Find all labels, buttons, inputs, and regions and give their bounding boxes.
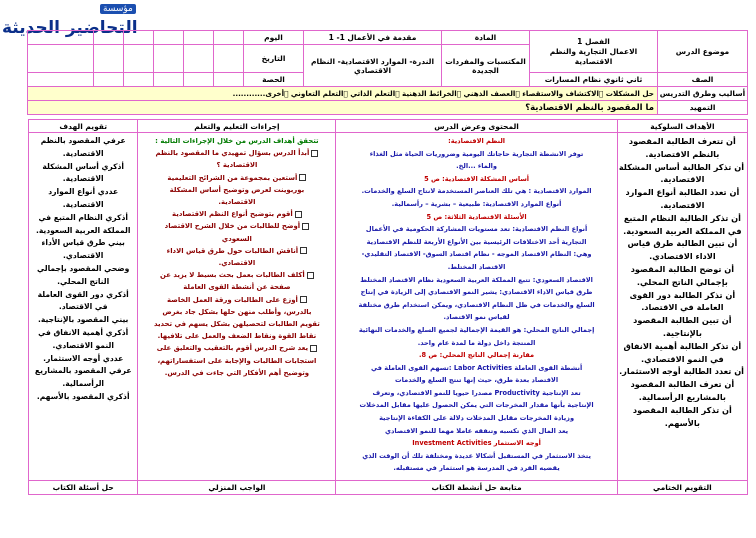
- content-line: الاقتصاد المختلط.: [447, 262, 506, 271]
- evaluation-line: عرفي المقصود بالنظم: [40, 136, 126, 145]
- content-line: النظم الاقتصادية:: [448, 137, 506, 145]
- methods-label: أساليب وطرق التدريس: [658, 87, 748, 101]
- checkbox-icon: [310, 345, 317, 352]
- intro-label: التمهيد: [658, 101, 748, 115]
- evaluation-list: [29, 133, 138, 481]
- content-list: [336, 133, 617, 481]
- objective-line: أن تذكر الطالبة المقصود: [632, 404, 732, 415]
- evaluation-line: الاقتصادي.: [63, 251, 104, 261]
- header-table: [27, 30, 748, 115]
- evaluation-line: الرأسمالية.: [62, 379, 105, 389]
- procedures-list: [138, 133, 336, 481]
- concepts-value: الندرة- الموارد الاقتصادية- النظام الاقتصادي: [304, 45, 442, 87]
- objective-line: بالإنتاجية.: [662, 327, 702, 338]
- checkbox-icon: [302, 223, 309, 230]
- content-line: الاقتصاد السعودي: تتبع المملكة العربية السعودية نظام الاقتصاد المختلط: [360, 275, 593, 284]
- procedure-line: تقويم الطالبات لتحصيلهن بشكل يسهم في تحديد: [153, 320, 320, 329]
- content-line: وهي: النظام الاقتصاد الموجه - نظام اقتصاد السوق- الاقتصاد التقليدي-: [361, 250, 592, 259]
- content-header: المحتوى وعرض الدرس: [336, 120, 617, 133]
- objective-line: بالنظم الاقتصادية.: [645, 148, 720, 159]
- content-line: وزيادة المخرجات مقابل المدخلات دلالة على الكفاءة الإنتاجية: [379, 414, 575, 423]
- lesson-plan: [28, 30, 748, 500]
- checkbox-icon: [307, 272, 314, 279]
- evaluation-line: عددي أوجه الاستثمار.: [43, 353, 124, 363]
- objective-line: أن تذكر الطالبة أهمية الانفاق: [623, 340, 742, 351]
- objective-line: أن تتعرف الطالبة المقصود: [628, 136, 736, 146]
- content-line: الإنتاجية بأنها مقدار المخرجات التي يمكن الحصول عليها مقابل المدخلات: [359, 401, 594, 410]
- procedures-heading: تتحقق أهداف الدرس من خلال الإجراءات التالية :: [155, 137, 319, 145]
- objective-line: أن توضح الطالبة المقصود: [630, 263, 735, 274]
- objective-line: بالأسهم.: [664, 417, 700, 428]
- procedure-line: أوزع على الطالبات ورقة العمل الخاصة: [141, 294, 332, 306]
- chapter-title: الاعمال التجارية والنظم الاقتصادية: [549, 46, 638, 66]
- procedure-line: أبدأ الدرس بسؤال تمهيدي ما المقصود بالنظم: [141, 147, 332, 159]
- evaluation-line: النمو الاقتصادي.: [52, 340, 114, 350]
- procedure-line: يعد شرح الدرس أقوم بالتعقيب والتعليق على: [141, 342, 332, 354]
- homework-label: الواجب المنزلي: [138, 481, 336, 495]
- procedure-line: استجابات الطالبات والإجابة على استفساراتهم،: [157, 356, 317, 365]
- grade-label: الصف: [658, 73, 748, 87]
- procedure-line: بوربوينت لعرض وتوضيح أساس المشكلة: [169, 185, 305, 194]
- content-line: أنشطة القوى العاملة Labor Activities :تسهم القوى العاملة في: [370, 363, 583, 372]
- content-line: أنواع الموارد الاقتصادية: طبيعية – بشرية – رأسمالية.: [391, 199, 562, 208]
- content-line: إجمالي الناتج المحلي: هو القيمة الإجمالية لجميع السلع والخدمات النهائية: [358, 325, 595, 334]
- final-eval-label: التقويم الختامي: [617, 481, 747, 495]
- evaluation-line: الاقتصادية.: [62, 148, 104, 158]
- evaluation-header: تقويم الهدف: [29, 120, 138, 133]
- procedure-line: نقاط القوة ونقاط الضعف والعمل على تلافيها.: [157, 332, 317, 341]
- evaluation-line: الاقتصادية.: [62, 174, 104, 184]
- evaluation-line: بيني المقصود بالإنتاجية.: [38, 315, 129, 325]
- objective-line: في المملكة العربية السعودية.: [623, 225, 742, 236]
- objective-line: أن تعرف الطالبة المقصود: [630, 379, 735, 390]
- concepts-label: المكتسبات والمفردات الجديدة: [442, 45, 530, 87]
- procedure-line: الاقتصادية ؟: [216, 161, 258, 170]
- evaluation-line: وضحي المقصود بإجمالي: [37, 263, 130, 273]
- evaluation-line: أذكري النظام المتبع في: [38, 212, 128, 222]
- procedure-line: وتوضيح أهم الأفكار التي جاءت في الدرس.: [164, 368, 310, 377]
- date-label: التاريخ: [244, 45, 304, 73]
- objectives-list: [617, 133, 747, 481]
- procedure-line: أقوم بتوضيح أنواع النظم الاقتصادية: [141, 208, 332, 220]
- objectives-header: الأهداف السلوكية: [617, 120, 747, 133]
- procedure-line: أناقش الطالبات حول طرق قياس الاداء: [141, 245, 332, 257]
- evaluation-line: عرفي المقصود بالمشاريع: [34, 366, 132, 376]
- checkbox-icon: [295, 211, 302, 218]
- objective-line: أن تبين الطالبة المقصود: [633, 315, 732, 326]
- logo-subtitle: مؤسسة: [100, 4, 136, 14]
- content-line: توفر الانشطة التجارية حاجاتك اليومية وضروريات الحياة مثل الغذاء: [369, 149, 584, 158]
- objective-line: أن تعدد الطالبة أنواع الموارد: [625, 187, 740, 198]
- objective-line: أن تذكر الطالبة أساس المشكلة: [618, 161, 744, 172]
- evaluation-line: بيني طرق قياس الأداء: [41, 238, 125, 248]
- logo-title: التحاضير الحديثة: [2, 18, 138, 38]
- content-line: يقضيه الفرد في المدرسة هو استثمار في مستقبله.: [393, 464, 560, 473]
- content-line: أساس المشكلة الاقتصادية: ص 5: [424, 174, 530, 183]
- book-questions-label: حل أسئلة الكتاب: [29, 481, 138, 495]
- evaluation-line: في الاقتصاد.: [58, 302, 108, 312]
- content-line: مقارنة إجمالي الناتج المحلي: ص 8.: [419, 351, 535, 360]
- checkbox-icon: [299, 174, 306, 181]
- procedure-line: أكلف الطالبات بعمل بحث بسيط لا يزيد عن: [141, 269, 332, 281]
- content-line: أنواع النظم الاقتصادية: تعد مستويات المشاركة الحكومية في الأعمال: [365, 225, 588, 234]
- content-line: الأسئلة الاقتصادية الثلاثة: ص 5: [426, 212, 527, 221]
- checkbox-icon: [300, 247, 307, 254]
- procedure-line: الاقتصادي.: [218, 259, 256, 268]
- day-label: اليوم: [244, 31, 304, 45]
- objective-line: بالمشاريع الرأسمالية.: [638, 391, 726, 402]
- evaluation-line: الاقتصادية.: [62, 199, 104, 209]
- objective-line: الاقتصادية.: [660, 199, 705, 210]
- grade-value: ثاني ثانوي نظام المسارات: [530, 73, 658, 87]
- checkbox-icon: [311, 150, 318, 157]
- content-line: والماء ...الخ.: [456, 162, 498, 171]
- content-line: الاقتصاد بعدة طرق، حيث إنها تنتج السلع والخدمات: [395, 376, 559, 385]
- content-line: التجارية أحد الاختلافات الرئيسية بين الأنواع الأربعة للنظم الاقتصادية: [366, 237, 587, 246]
- chapter-cell: [530, 31, 658, 73]
- period-label: الحصة: [244, 73, 304, 87]
- objective-line: أن تذكر الطالبة النظام المتبع: [623, 212, 741, 223]
- content-line: يعد المال الذي تكسبه وتنفقه عاملا مهما للنمو الاقتصادي: [384, 426, 569, 435]
- objective-line: أن تذكر الطالبة دور القوى: [629, 289, 736, 300]
- evaluation-line: الناتج المحلي.: [57, 276, 110, 286]
- chapter-number: الفصل 1: [577, 36, 610, 46]
- objective-line: بإجمالي الناتج المحلي.: [636, 276, 728, 287]
- content-line: لقياس نمو الاقتصاد.: [443, 313, 510, 322]
- procedure-line: بالدرس، وأطلب منهن حلها بشكل جاد بغرض: [162, 307, 312, 316]
- content-line: طرق قياس الاداء الاقتصادي: يشير النمو الاقتصادي إلى الزيادة في إنتاج: [360, 288, 593, 297]
- procedures-header: إجراءات التعليم والتعلم: [138, 120, 336, 133]
- evaluation-line: أذكري دور القوى العاملة: [37, 289, 129, 299]
- subject-label: المادة: [442, 31, 530, 45]
- content-line: السلع والخدمات في ظل النظام الاقتصادي، ويمكن استخدام طرق مختلفة: [358, 300, 595, 309]
- objective-line: في النمو الاقتصادي.: [640, 353, 724, 364]
- book-activities-label: متابعة حل أنشطة الكتاب: [336, 481, 617, 495]
- content-line: تعد الإنتاجية Productivity مصدرا حيويا للنمو الاقتصادي، وتعرف: [372, 388, 581, 397]
- procedure-line: الاقتصادية.: [218, 198, 256, 207]
- objective-line: الاقتصادية.: [660, 174, 705, 185]
- subject-value: مقدمة في الأعمال 1- 1: [304, 31, 442, 45]
- evaluation-line: أذكري أهمية الانفاق في: [38, 327, 129, 337]
- objective-line: أن تبين الطالبة طرق قياس: [627, 238, 738, 249]
- procedure-line: أستعين بمجموعة من الشرائح التعليمية: [141, 172, 332, 184]
- content-line: المنتجة داخل دولة ما لمدة عام واحد.: [417, 338, 536, 347]
- intro-value: ما المقصود بالنظم الاقتصادية؟: [28, 101, 658, 115]
- evaluation-line: عددي أنواع الموارد: [48, 187, 119, 197]
- content-line: الموارد الاقتصادية : هي تلك العناصر المستخدمة لانتاج السلع والخدمات.: [361, 187, 592, 196]
- objective-line: العاملة في الاقتصاد.: [641, 302, 724, 313]
- evaluation-line: المملكة العربية السعودية.: [35, 225, 131, 235]
- content-line: أوجه الاستثمار Investment Activities: [412, 439, 541, 448]
- evaluation-line: أذكري المقصود بالأسهم.: [36, 391, 130, 401]
- content-line: يتخذ الاستثمار في المستقبل أشكالا عديدة ومختلفة تلك أن الوقت الذي: [362, 451, 591, 460]
- evaluation-line: أذكري أساس المشكلة: [42, 161, 125, 171]
- procedure-line: السعودي: [221, 234, 252, 243]
- objective-line: الاداء الاقتصادي.: [649, 251, 716, 262]
- procedure-line: صفحة عن أنشطة القوى العاملة: [183, 283, 291, 292]
- checkbox-icon: [300, 296, 307, 303]
- topic-label: موضوع الدرس: [658, 31, 748, 73]
- body-table: [28, 119, 748, 495]
- objective-line: أن تعدد الطالبة أوجه الاستثمار.: [619, 366, 744, 377]
- procedure-line: أوضح للطالبات من خلال الشرح الاقتصاد: [141, 220, 332, 232]
- methods-value: حل المشكلات ⃝الاكتشاف والاستقصاء ⃝العصف الذهني ⃝الخرائط الذهنية ⃝التعلم الذاتي ⃝التعلم التعاوني ⃝أخرى............: [28, 87, 658, 101]
